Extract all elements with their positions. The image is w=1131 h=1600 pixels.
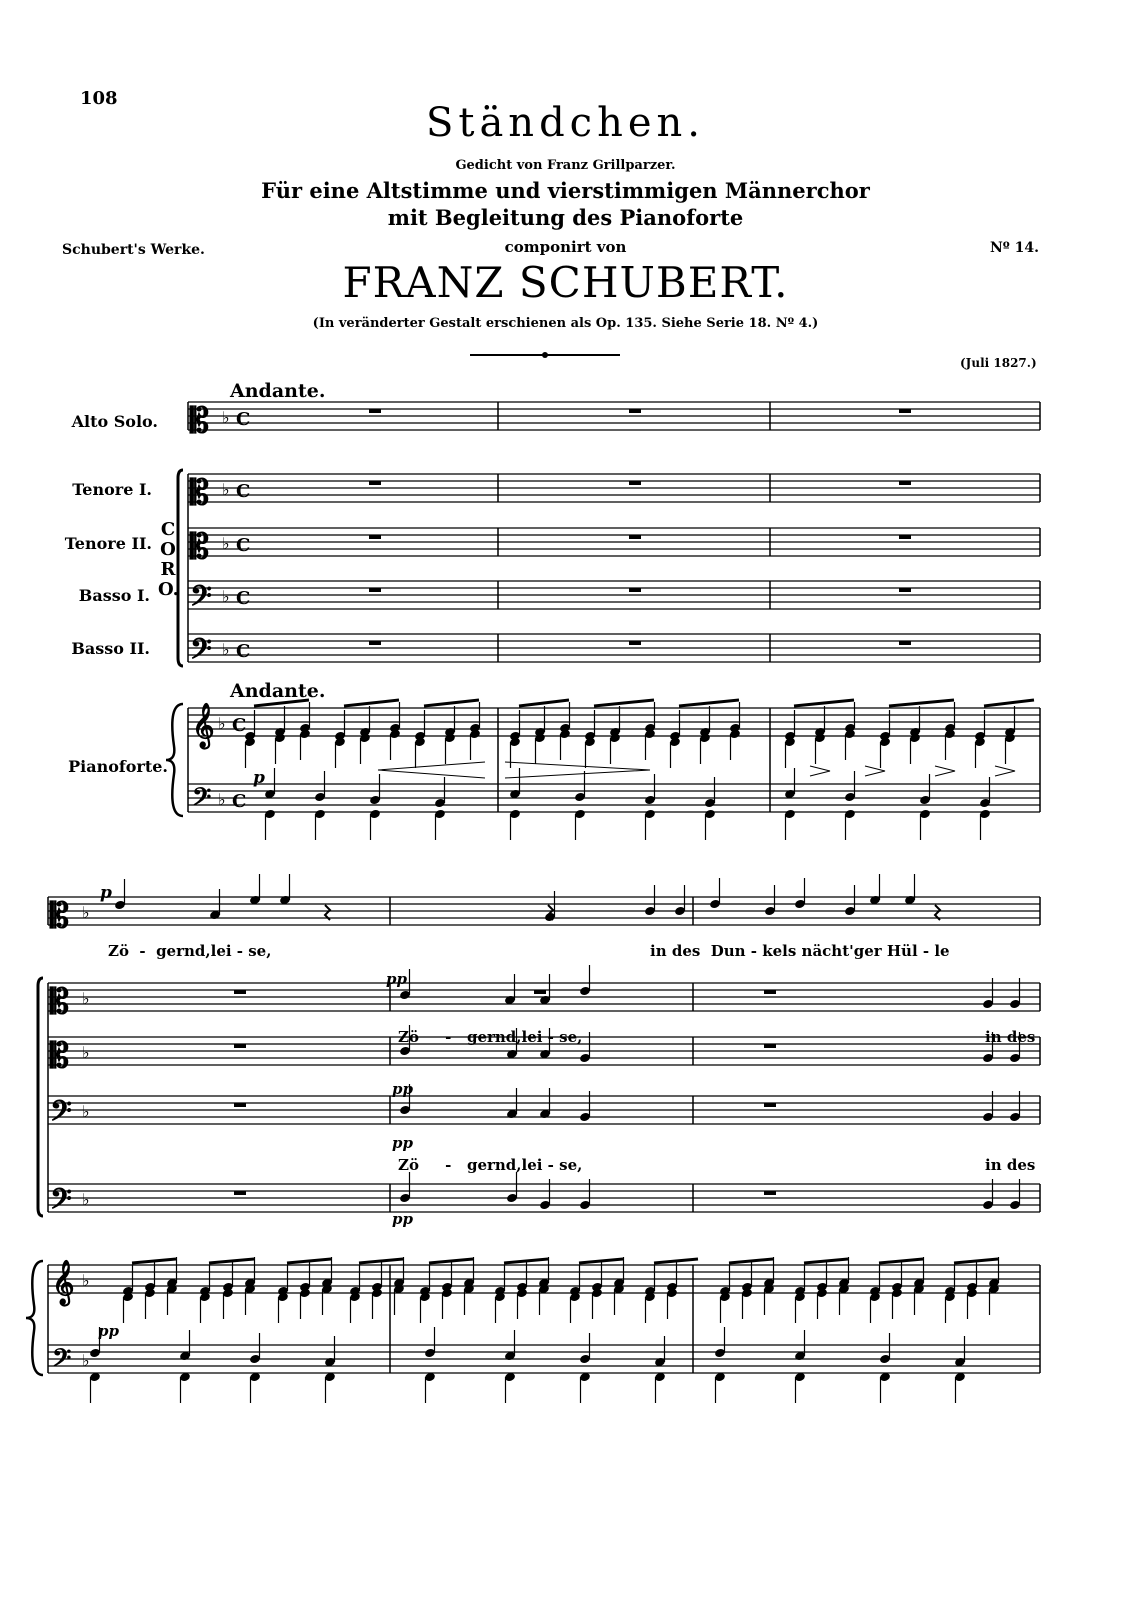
whole-rest [899, 588, 911, 592]
composition-date: (Juli 1827.) [960, 356, 1037, 370]
work-number: Nº 14. [990, 240, 1040, 256]
lyrics-alto-2: in des Dun - kels nächt'ger Hül - le [650, 942, 950, 960]
alto-time-signature: C [236, 409, 251, 430]
whole-rest [369, 409, 381, 413]
whole-rest [629, 481, 641, 485]
dynamic-bass2-system2: pp [392, 1210, 413, 1228]
clef2-piano-treble: 𝄞 [52, 1259, 75, 1304]
lyrics-tenor1-1: Zö - gernd,lei - se, [398, 1028, 583, 1046]
whole-rest [234, 1044, 246, 1048]
clef2-tenor2: 𝄡 [50, 1036, 69, 1076]
label-basso-2: Basso II. [71, 639, 150, 658]
choir-bracket [178, 470, 183, 666]
clef-bass2: 𝄢 [190, 633, 212, 673]
piano2-beam [429, 1259, 473, 1263]
piano2-beam [804, 1259, 848, 1263]
key2-tenor2: ♭ [82, 1043, 90, 1062]
piano-rh-key-signature: ♭ [218, 714, 226, 733]
key2-bass2: ♭ [82, 1190, 90, 1209]
clef2-tenor1: 𝄡 [50, 982, 69, 1022]
piano2-beam [579, 1259, 623, 1263]
ornament-divider [470, 352, 620, 358]
whole-rest [899, 409, 911, 413]
label-alto-solo: Alto Solo. [71, 412, 158, 431]
whole-rest [764, 1103, 776, 1107]
lyrics-bass1-2: in des [985, 1156, 1036, 1174]
whole-rest [899, 535, 911, 539]
piano2-beam [654, 1259, 698, 1263]
bass2-key-signature: ♭ [222, 640, 230, 659]
label-tenore-2: Tenore II. [64, 534, 152, 553]
lyrics-alto-1: Zö - gernd,lei - se, [108, 942, 272, 960]
clef-tenor1: 𝄡 [190, 473, 209, 513]
clef2-bass2: 𝄢 [50, 1183, 72, 1223]
whole-rest [629, 535, 641, 539]
whole-rest [234, 1191, 246, 1195]
piano2-brace [26, 1261, 43, 1375]
lyrics-tenor1-2: in des [985, 1028, 1036, 1046]
piano2-beam [359, 1259, 403, 1263]
page-number: 108 [80, 88, 118, 109]
piano2-beam [287, 1259, 331, 1263]
piano2-beam [504, 1259, 548, 1263]
tenor2-time-signature: C [236, 535, 251, 556]
whole-rest [369, 641, 381, 645]
piano-lh-time-signature: C [232, 791, 247, 812]
clef-piano-treble: 𝄞 [192, 702, 215, 747]
label-basso-1: Basso I. [78, 586, 150, 605]
piano-beam [344, 700, 399, 706]
whole-rest [369, 588, 381, 592]
dynamic-piano-system2: pp [98, 1322, 119, 1340]
whole-rest [629, 409, 641, 413]
piano2-beam [954, 1259, 998, 1263]
piano-beam [889, 700, 954, 706]
choir2-bracket [38, 978, 43, 1216]
piano-beam [679, 700, 739, 706]
tempo-marking-piano: Andante. [230, 680, 326, 702]
piano-beam [519, 700, 569, 706]
piano2-beam [729, 1259, 773, 1263]
whole-rest [629, 588, 641, 592]
tenor1-key-signature: ♭ [222, 480, 230, 499]
composer-name: FRANZ SCHUBERT. [342, 258, 789, 307]
song-title: Ständchen. [425, 100, 705, 146]
dynamic-piano-system1: p [253, 768, 265, 788]
key2-alto: ♭ [82, 903, 90, 922]
whole-rest [234, 1103, 246, 1107]
bass1-key-signature: ♭ [222, 587, 230, 606]
edition-note: (In veränderter Gestalt erschienen als Op. 135. Siehe Serie 18. Nº 4.) [312, 316, 819, 331]
dynamic-tenor1-system2: pp [386, 970, 407, 988]
key2-piano-lh: ♭ [82, 1351, 90, 1370]
accent-mark [865, 766, 885, 776]
accent-mark [935, 766, 955, 776]
alto-key-signature: ♭ [222, 408, 230, 427]
tempo-marking-vocal: Andante. [230, 380, 326, 402]
whole-rest [369, 481, 381, 485]
whole-rest [899, 641, 911, 645]
piano2-beam [209, 1259, 254, 1263]
coro-label: CORO. [158, 519, 179, 600]
clef-alto: 𝄡 [190, 401, 209, 441]
clef-piano-bass: 𝄢 [192, 783, 212, 818]
key2-piano-rh: ♭ [82, 1271, 90, 1290]
label-pianoforte: Pianoforte. [68, 757, 168, 776]
label-tenore-1: Tenore I. [72, 480, 152, 499]
bass2-time-signature: C [236, 641, 251, 662]
key2-bass1: ♭ [82, 1102, 90, 1121]
composed-by: componirt von [504, 238, 627, 256]
dynamic-alto-system2: p [100, 883, 112, 903]
whole-rest [369, 535, 381, 539]
lyrics-bass1-1: Zö - gernd,lei - se, [398, 1156, 583, 1174]
bass1-time-signature: C [236, 588, 251, 609]
whole-rest [764, 1044, 776, 1048]
clef2-alto: 𝄡 [50, 896, 69, 936]
whole-rest [899, 481, 911, 485]
accent-mark [995, 766, 1015, 776]
decrescendo-hairpin [505, 762, 650, 778]
whole-rest [764, 990, 776, 994]
whole-rest [234, 990, 246, 994]
piano2-beam [879, 1259, 923, 1263]
poet-credit: Gedicht von Franz Grillparzer. [455, 158, 676, 173]
dynamic-tenor2-system2: pp [392, 1080, 413, 1098]
piano2-beam [132, 1259, 176, 1263]
piano-beam [794, 700, 854, 706]
clef2-bass1: 𝄢 [50, 1095, 72, 1135]
tenor1-time-signature: C [236, 481, 251, 502]
piano-beam [594, 700, 654, 706]
collection-label: Schubert's Werke. [62, 242, 205, 258]
accent-mark [810, 766, 830, 776]
clef-tenor2: 𝄡 [190, 527, 209, 567]
piano-brace [166, 704, 183, 816]
piano-lh-key-signature: ♭ [218, 790, 226, 809]
scoring-line-1: Für eine Altstimme und vierstimmigen Männerchor [261, 178, 870, 203]
whole-rest [629, 641, 641, 645]
piano-beam [424, 700, 479, 706]
whole-rest [534, 990, 546, 994]
crescendo-hairpin [378, 762, 485, 778]
tenor2-key-signature: ♭ [222, 534, 230, 553]
clef2-piano-bass: 𝄢 [52, 1344, 72, 1379]
piano-rh-time-signature: C [232, 715, 247, 736]
dynamic-bass1-system2: pp [392, 1134, 413, 1152]
scoring-line-2: mit Begleitung des Pianoforte [387, 205, 744, 230]
whole-rest [764, 1191, 776, 1195]
piano-beam [984, 700, 1034, 706]
key2-tenor1: ♭ [82, 989, 90, 1008]
clef-bass1: 𝄢 [190, 580, 212, 620]
